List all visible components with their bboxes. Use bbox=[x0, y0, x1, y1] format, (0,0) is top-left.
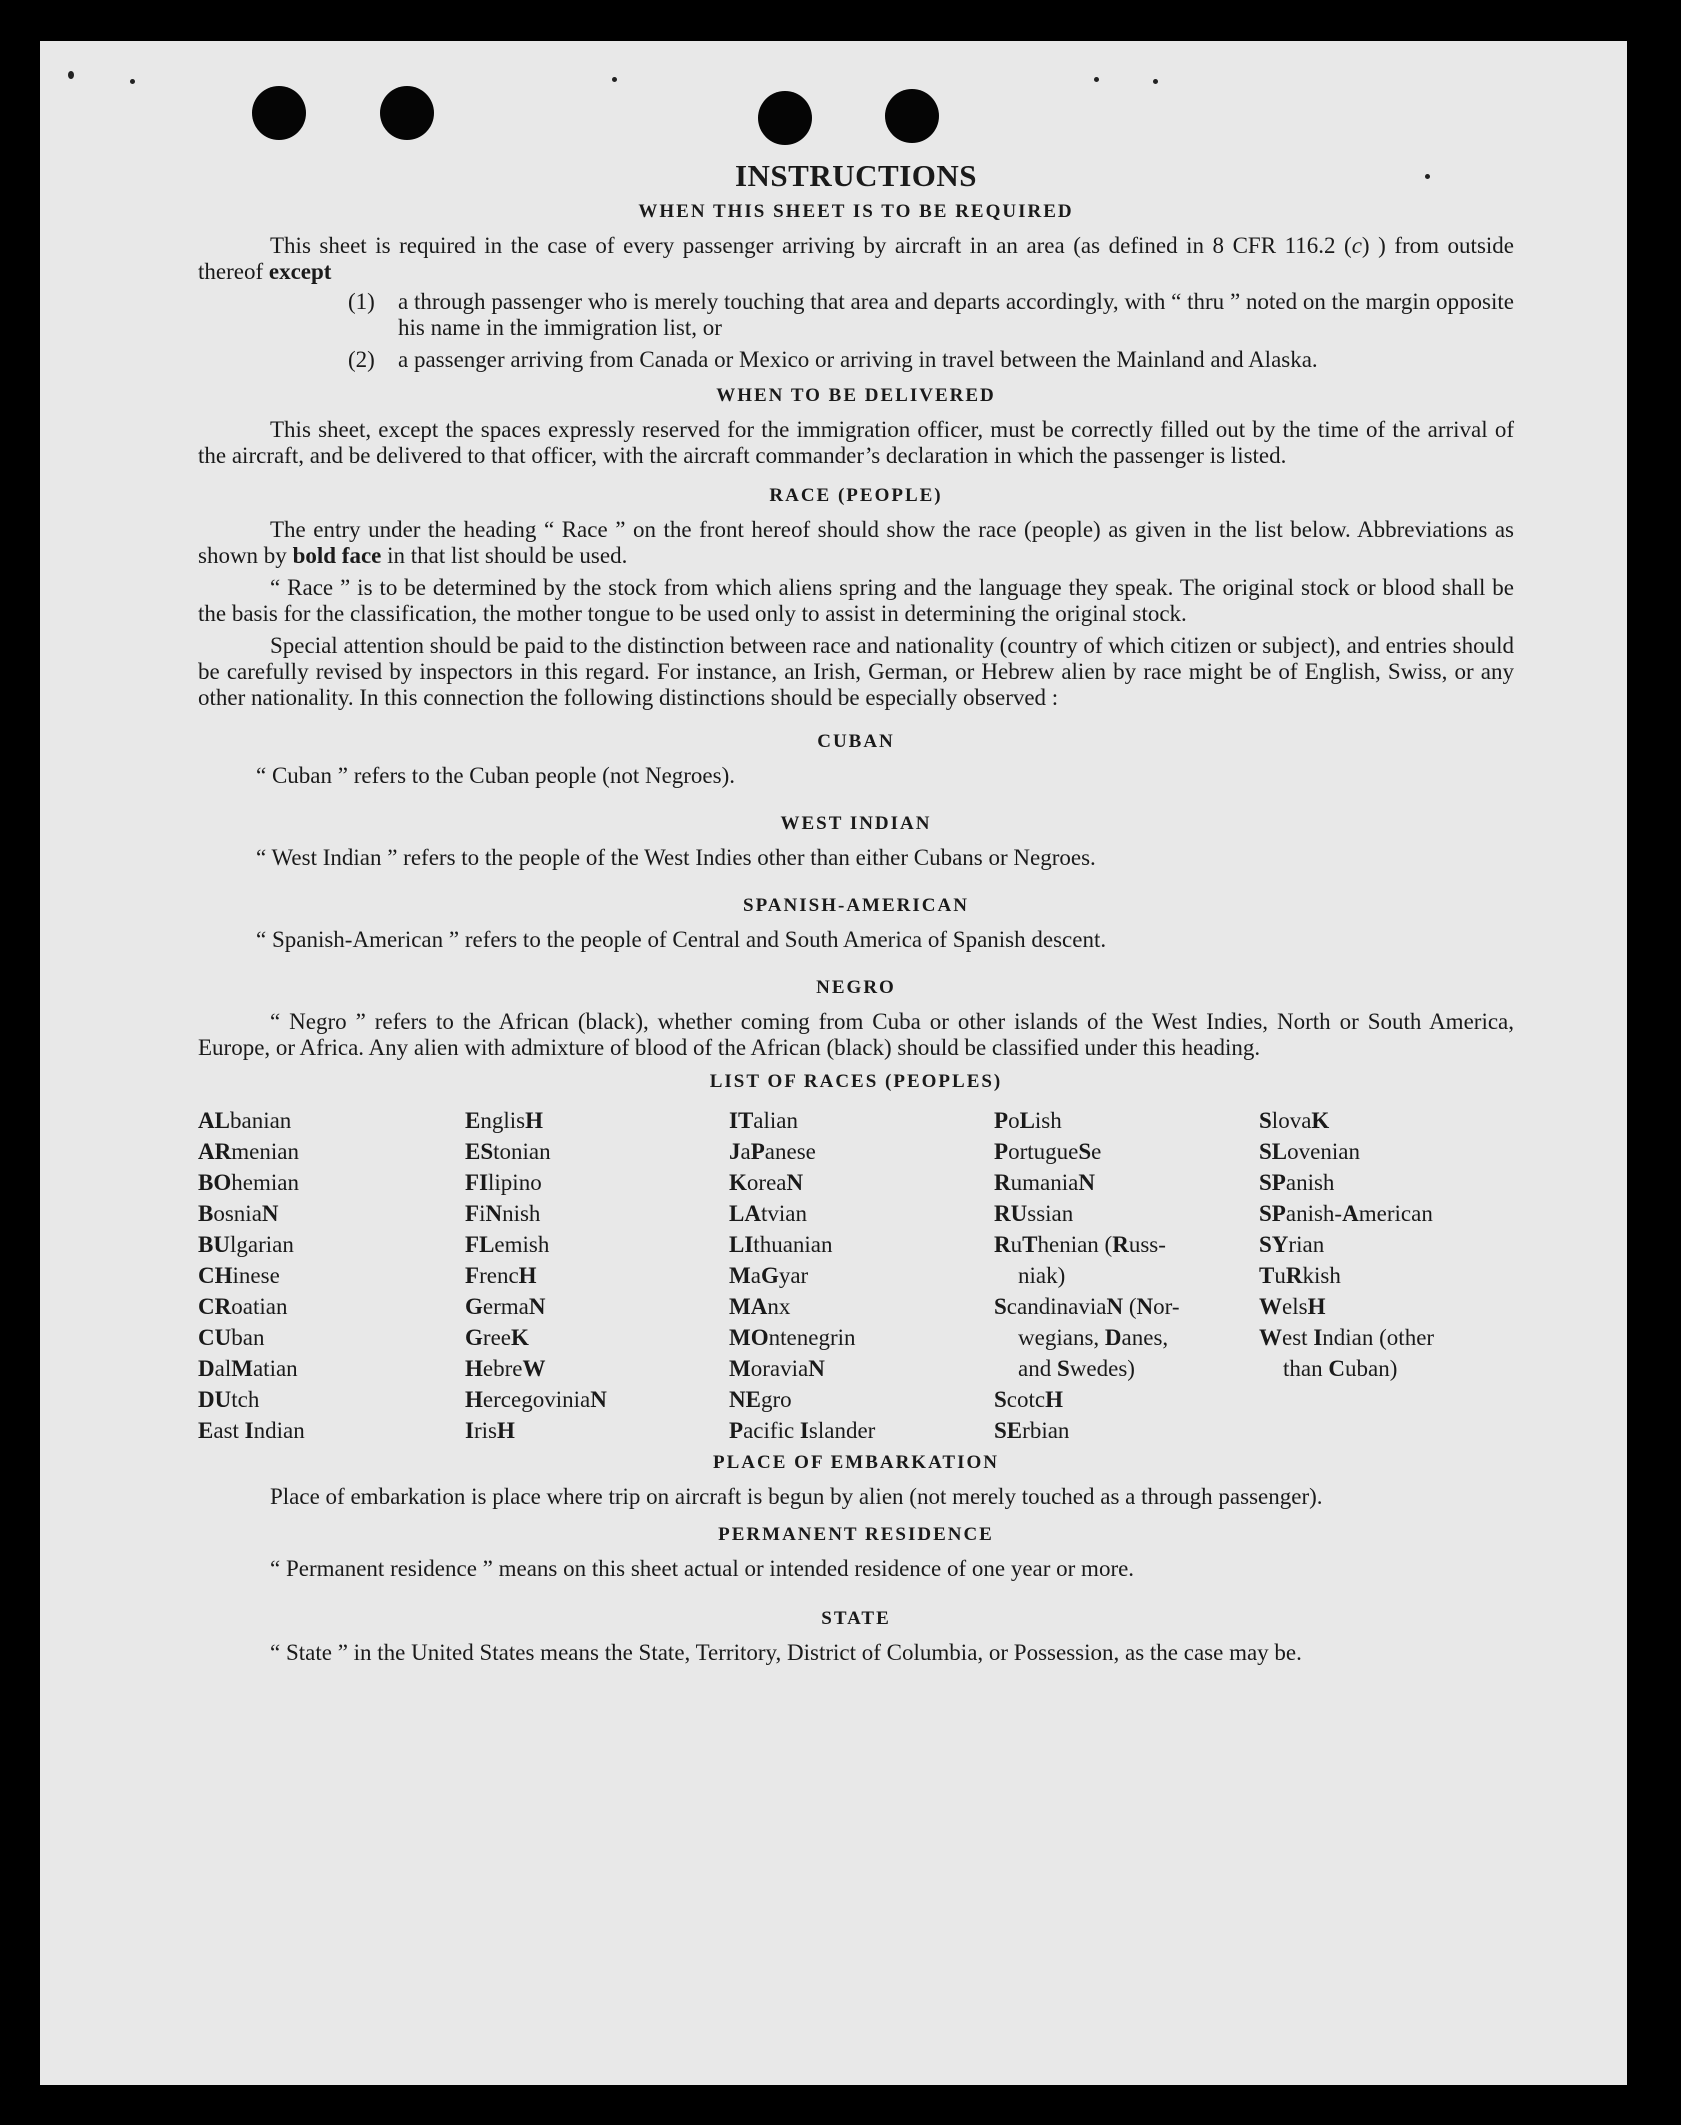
race-entry: BOhemian bbox=[198, 1170, 299, 1195]
when-delivered-text: This sheet, except the spaces expressly reserved for the immigration officer, must be correctly filled out by the time of the arrival of the aircraft, and be delivered to that officer, with the aircraft commander’s declaration in which the passenger is listed. bbox=[198, 417, 1514, 468]
race-entry: RuThenian (Russ- bbox=[994, 1232, 1166, 1257]
race-entry: KoreaN bbox=[729, 1170, 804, 1195]
races-column bbox=[994, 1105, 1259, 1446]
race-entry: CHinese bbox=[198, 1263, 280, 1288]
intro-text-c: c bbox=[1351, 233, 1362, 258]
race-entry: ARmenian bbox=[198, 1139, 299, 1164]
race-entry-continuation: wegians, Danes, bbox=[1018, 1325, 1169, 1350]
race-entry: PoLish bbox=[994, 1108, 1062, 1133]
intro-text-b: ) ) from outside thereof bbox=[198, 233, 1514, 284]
race-entry: GreeK bbox=[465, 1325, 529, 1350]
list-item-number: (2) bbox=[348, 347, 375, 372]
race-paragraph-3: Special attention should be paid to the distinction between race and nationality (country of which citizen or subject), and entries should be carefully revised by inspectors in this regard. For instance, an Irish, German, or Hebrew alien by race might be of English, Swiss, or any other nationality. In this connection the following distinctions should be especially observed : bbox=[198, 633, 1514, 710]
cuban-text: “ Cuban ” refers to the Cuban people (not Negroes). bbox=[256, 763, 736, 788]
document-page bbox=[40, 41, 1627, 2085]
races-list bbox=[198, 1105, 1514, 1446]
section-heading-negro: NEGRO bbox=[816, 977, 896, 998]
race-entry: TuRkish bbox=[1259, 1263, 1341, 1288]
race-entry: LAtvian bbox=[729, 1201, 807, 1226]
when-required-intro bbox=[198, 233, 1514, 285]
punch-hole bbox=[252, 86, 306, 140]
negro-text: “ Negro ” refers to the African (black), whether coming from Cuba or other islands of the West Indies, North or South America, Europe, or Africa. Any alien with admixture of blood of the African (black) should be classified under this heading. bbox=[198, 1009, 1514, 1060]
section-heading-cuban: CUBAN bbox=[817, 731, 895, 752]
race-entry: GermaN bbox=[465, 1294, 546, 1319]
permanent-residence-text: “ Permanent residence ” means on this sheet actual or intended residence of one year or more. bbox=[270, 1556, 1135, 1581]
race-entry: SErbian bbox=[994, 1418, 1070, 1443]
list-item-text: a through passenger who is merely touching that area and departs accordingly, with “ thru ” noted on the margin opposite his name in the immigration list, or bbox=[398, 289, 1514, 340]
race-entry: ScandinaviaN (Nor- bbox=[994, 1294, 1180, 1319]
place-of-embarkation-text: Place of embarkation is place where trip on aircraft is begun by alien (not merely touched as a through passenger). bbox=[270, 1484, 1323, 1509]
page-title: INSTRUCTIONS bbox=[734, 158, 977, 193]
list-item-number: (1) bbox=[348, 289, 375, 314]
race-entry: WelsH bbox=[1259, 1294, 1326, 1319]
race-entry: SLovenian bbox=[1259, 1139, 1360, 1164]
paper-speck bbox=[130, 79, 135, 84]
section-heading-race: RACE (PEOPLE) bbox=[769, 485, 943, 506]
race-entry: SPanish-American bbox=[1259, 1201, 1433, 1226]
paper-speck bbox=[1094, 77, 1099, 82]
race-entry-continuation: and Swedes) bbox=[1018, 1356, 1135, 1381]
race-entry: BUlgarian bbox=[198, 1232, 294, 1257]
races-column bbox=[198, 1105, 465, 1446]
race-entry: SlovaK bbox=[1259, 1108, 1330, 1133]
paper-speck bbox=[1153, 79, 1158, 84]
race-entry: Pacific Islander bbox=[729, 1418, 876, 1443]
paper-speck bbox=[68, 71, 74, 79]
west-indian-text: “ West Indian ” refers to the people of the West Indies other than either Cubans or Negroes. bbox=[256, 845, 1096, 870]
race-entry: CRoatian bbox=[198, 1294, 288, 1319]
race-entry: RUssian bbox=[994, 1201, 1074, 1226]
race-entry: EStonian bbox=[465, 1139, 551, 1164]
list-item bbox=[348, 289, 1514, 341]
race-entry: ScotcH bbox=[994, 1387, 1064, 1412]
punch-hole bbox=[758, 91, 812, 145]
list-item-text: a passenger arriving from Canada or Mexico or arriving in travel between the Mainland and Alaska. bbox=[398, 347, 1318, 372]
races-column bbox=[465, 1105, 729, 1446]
race-entry: LIthuanian bbox=[729, 1232, 833, 1257]
race-entry: EnglisH bbox=[465, 1108, 543, 1133]
race-entry: ITalian bbox=[729, 1108, 799, 1133]
punch-hole bbox=[380, 86, 434, 140]
race-entry: East Indian bbox=[198, 1418, 305, 1443]
race-entry: BosniaN bbox=[198, 1201, 279, 1226]
race-paragraph-2: “ Race ” is to be determined by the stock from which aliens spring and the language they speak. The original stock or blood shall be the basis for the classification, the mother tongue to be used only to assist in determining the original stock. bbox=[198, 575, 1514, 626]
race-entry: SPanish bbox=[1259, 1170, 1335, 1195]
race-entry: RumaniaN bbox=[994, 1170, 1095, 1195]
race-entry: MoraviaN bbox=[729, 1356, 825, 1381]
punch-hole bbox=[885, 89, 939, 143]
section-heading-west-indian: WEST INDIAN bbox=[780, 813, 932, 834]
section-heading-when-required: WHEN THIS SHEET IS TO BE REQUIRED bbox=[638, 201, 1074, 222]
list-item bbox=[348, 347, 1514, 373]
race-entry: CUban bbox=[198, 1325, 265, 1350]
intro-text-a: This sheet is required in the case of every passenger arriving by aircraft in an area (as defined in 8 CFR 116.2 ( bbox=[270, 233, 1352, 258]
race-entry: FiNnish bbox=[465, 1201, 541, 1226]
race-entry: FIlipino bbox=[465, 1170, 542, 1195]
race-p1-text-a: The entry under the heading “ Race ” on the front hereof should show the race (people) as given in the list below. Abbreviations as shown by bbox=[198, 517, 1514, 568]
race-entry-continuation: niak) bbox=[1018, 1263, 1066, 1288]
race-entry: IrisH bbox=[465, 1418, 515, 1443]
race-entry: HebreW bbox=[465, 1356, 546, 1381]
races-column bbox=[1259, 1105, 1514, 1446]
race-p1-bold: bold face bbox=[292, 543, 382, 568]
race-entry: NEgro bbox=[729, 1387, 792, 1412]
instructions-content bbox=[198, 159, 1514, 1666]
race-entry: MaGyar bbox=[729, 1263, 809, 1288]
race-entry: FLemish bbox=[465, 1232, 550, 1257]
race-entry: SYrian bbox=[1259, 1232, 1325, 1257]
state-text: “ State ” in the United States means the State, Territory, District of Columbia, or Possession, as the case may be. bbox=[270, 1640, 1302, 1665]
race-entry-continuation: than Cuban) bbox=[1283, 1356, 1398, 1381]
section-heading-permanent-residence: PERMANENT RESIDENCE bbox=[718, 1524, 994, 1545]
section-heading-list-of-races: LIST OF RACES (PEOPLES) bbox=[709, 1071, 1003, 1092]
race-entry: HercegoviniaN bbox=[465, 1387, 607, 1412]
race-entry: MOntenegrin bbox=[729, 1325, 856, 1350]
race-entry: PortugueSe bbox=[994, 1139, 1102, 1164]
race-entry: West Indian (other bbox=[1259, 1325, 1435, 1350]
race-paragraph-1 bbox=[198, 517, 1514, 569]
races-column bbox=[729, 1105, 994, 1446]
spanish-american-text: “ Spanish-American ” refers to the people of Central and South America of Spanish descent. bbox=[256, 927, 1107, 952]
section-heading-place-of-embarkation: PLACE OF EMBARKATION bbox=[713, 1452, 999, 1473]
race-entry: MAnx bbox=[729, 1294, 791, 1319]
race-entry: DalMatian bbox=[198, 1356, 298, 1381]
section-heading-when-delivered: WHEN TO BE DELIVERED bbox=[716, 385, 996, 406]
intro-bold-except: except bbox=[268, 259, 332, 284]
section-heading-spanish-american: SPANISH-AMERICAN bbox=[743, 895, 969, 916]
race-entry: FrencH bbox=[465, 1263, 537, 1288]
race-p1-text-b: in that list should be used. bbox=[381, 543, 628, 568]
section-heading-state: STATE bbox=[821, 1608, 891, 1629]
race-entry: DUtch bbox=[198, 1387, 260, 1412]
paper-speck bbox=[612, 77, 617, 82]
race-entry: ALbanian bbox=[198, 1108, 292, 1133]
race-entry: JaPanese bbox=[729, 1139, 816, 1164]
